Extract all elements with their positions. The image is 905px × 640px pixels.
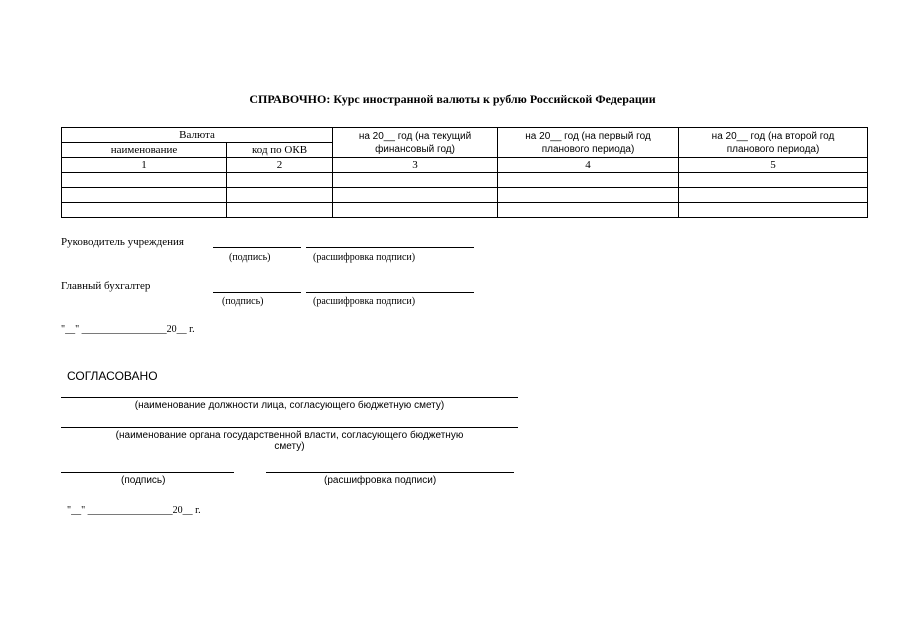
table-row [62, 188, 868, 203]
currency-rate-table [61, 127, 868, 218]
approval-heading: СОГЛАСОВАНО [67, 369, 158, 383]
organ-caption: (наименование органа государственной власти, согласующего бюджетную смету) [115, 430, 464, 452]
accountant-decoding-line[interactable] [306, 292, 474, 293]
col-number: 4 [498, 158, 679, 173]
accountant-signature-caption: (подпись) [222, 296, 264, 307]
position-line[interactable] [61, 397, 518, 398]
head-label: Руководитель учреждения [61, 236, 184, 248]
position-caption: (наименование должности лица, согласующего бюджетную смету) [134, 400, 445, 411]
approval-decoding-line[interactable] [266, 472, 514, 473]
col-name-header: наименование [62, 143, 227, 158]
table-header-row [62, 128, 868, 143]
head-decoding-line[interactable] [306, 247, 474, 248]
table-row [62, 203, 868, 218]
col-number: 1 [62, 158, 227, 173]
approval-signature-caption: (подпись) [121, 475, 166, 486]
accountant-signature-line[interactable] [213, 292, 301, 293]
col-code-header: код по ОКВ [227, 143, 333, 158]
approval-decoding-caption: (расшифровка подписи) [324, 475, 437, 486]
head-decoding-caption: (расшифровка подписи) [313, 252, 416, 263]
head-signature-line[interactable] [213, 247, 301, 248]
col5-header: на 20__ год (на второй год планового периода) [679, 128, 868, 158]
head-signature-caption: (подпись) [229, 252, 271, 263]
date-line[interactable]: "__" _________________20__ г. [61, 324, 195, 335]
approval-signature-line[interactable] [61, 472, 234, 473]
col4-header: на 20__ год (на первый год планового периода) [498, 128, 679, 158]
page-title: СПРАВОЧНО: Курс иностранной валюты к рублю Российской Федерации [249, 92, 656, 106]
accountant-label: Главный бухгалтер [61, 280, 151, 292]
organ-line[interactable] [61, 427, 518, 428]
table-number-row [62, 158, 868, 173]
col-number: 2 [227, 158, 333, 173]
currency-header: Валюта [62, 128, 333, 143]
col-number: 3 [333, 158, 498, 173]
table-row [62, 173, 868, 188]
accountant-decoding-caption: (расшифровка подписи) [313, 296, 416, 307]
col3-header: на 20__ год (на текущий финансовый год) [333, 128, 498, 158]
approval-date-line[interactable]: "__" _________________20__ г. [67, 505, 201, 516]
col-number: 5 [679, 158, 868, 173]
